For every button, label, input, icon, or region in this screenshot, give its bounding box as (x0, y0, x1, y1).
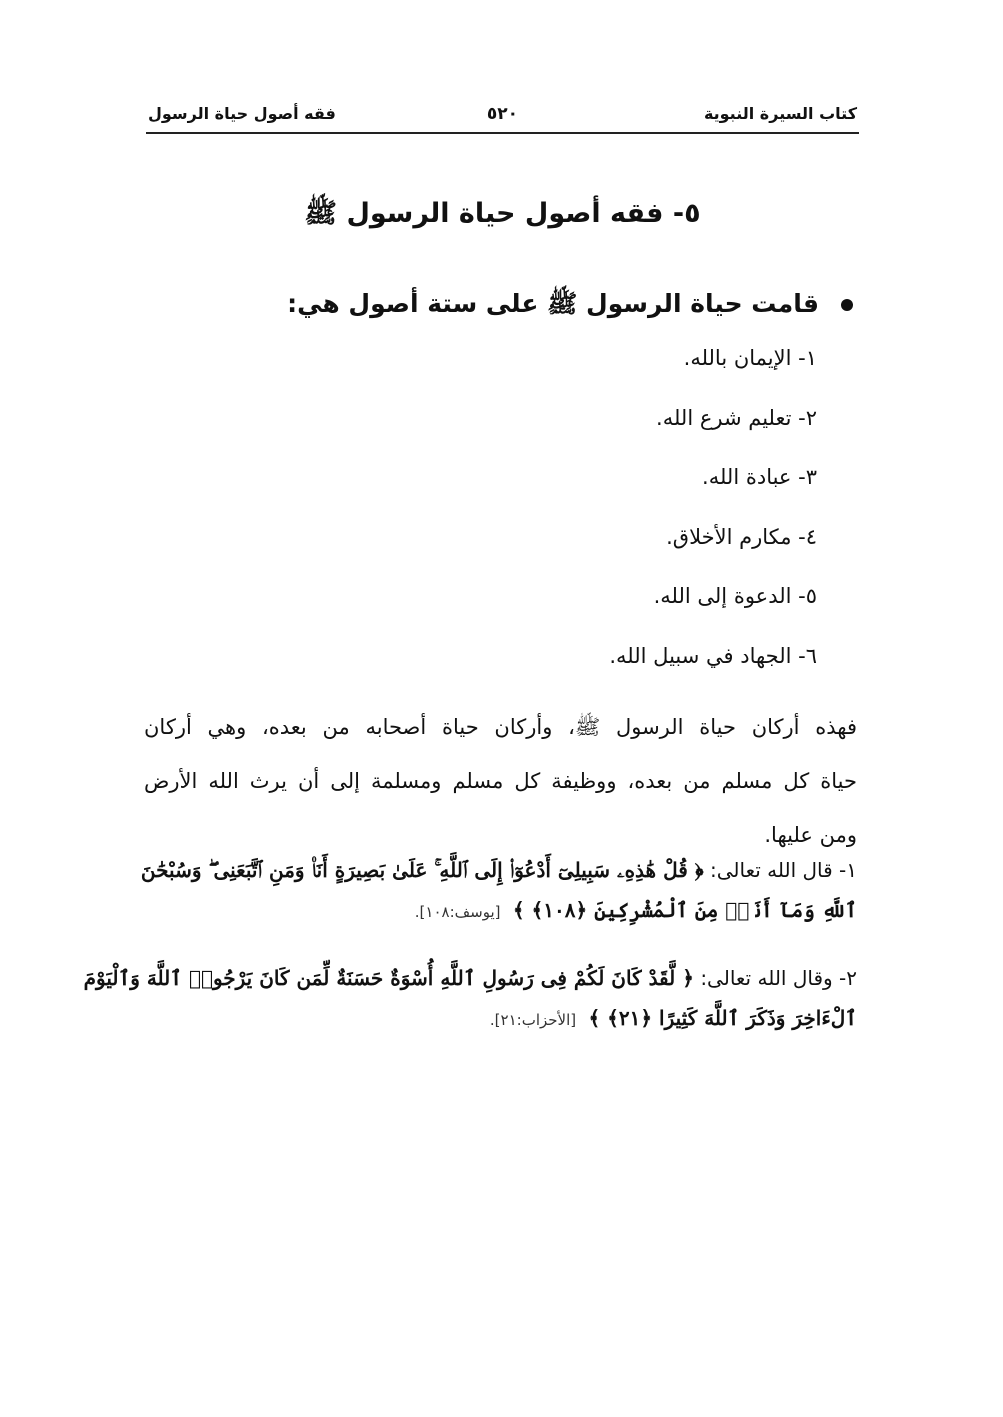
paragraph-line: ومن عليها. (764, 823, 857, 847)
quote-intro: ١- قال الله تعالى: (709, 858, 857, 882)
verse-text: ٱللَّهِ وَمَآ أَنَا۠ مِنَ ٱلْمُشْرِكِينَ ﴿١٠٨﴾ ﴾ (512, 898, 857, 922)
list-item: ٥- الدعوة إلى الله. (653, 584, 817, 609)
running-header (146, 96, 859, 134)
quran-quote (83, 966, 857, 1046)
section-title: ٥- فقه أصول حياة الرسول ﷺ (304, 198, 701, 229)
list-item: ١- الإيمان بالله. (683, 346, 817, 370)
header-page-number: ٥٢٠ (486, 104, 519, 124)
header-chapter-title: فقه أصول حياة الرسول (148, 104, 336, 123)
verse-text: ٱلْءَاخِرَ وَذَكَرَ ٱللَّهَ كَثِيرًا ﴿٢١﴾ ﴾ (588, 1006, 857, 1030)
principles-list (609, 346, 817, 704)
quote-line (140, 858, 857, 898)
list-item: ٢- تعليم شرع الله. (656, 405, 817, 430)
quran-quote (140, 858, 857, 938)
verse-text: ﴿ قُلْ هَٰذِهِۦ سَبِيلِىٓ أَدْعُوٓا۟ إِلَى ٱللَّهِ ۚ عَلَىٰ بَصِيرَةٍ أَنَا۠ وَمَنِ ٱتَّبَعَنِى ۖ وَسُبْحَٰنَ (140, 858, 704, 882)
verse-reference: [يوسف:١٠٨]. (414, 903, 501, 921)
lead-text: قامت حياة الرسول ﷺ على ستة أصول هي: (287, 289, 819, 318)
quote-line (144, 1006, 857, 1046)
list-item: ٤- مكارم الأخلاق. (666, 524, 817, 549)
quote-line (144, 898, 857, 938)
lead-sentence (144, 288, 857, 325)
verse-reference: [الأحزاب:٢١]. (489, 1011, 577, 1029)
header-book-title: كتاب السيرة النبوية (703, 104, 857, 123)
bullet-icon (841, 299, 853, 311)
quote-line (83, 966, 857, 1006)
quote-intro: ٢- وقال الله تعالى: (700, 966, 857, 990)
verse-text: ﴿ لَّقَدْ كَانَ لَكُمْ فِى رَسُولِ ٱللَّهِ أُسْوَةٌ حَسَنَةٌ لِّمَن كَانَ يَرْجُوا۟ ٱللَّهَ وَٱلْيَوْمَ (83, 966, 694, 990)
body-paragraph (144, 700, 857, 862)
paragraph-line: فهذه أركان حياة الرسول ﷺ، وأركان حياة أصحابه من بعده، وهي أركان (144, 715, 857, 739)
paragraph-line: حياة كل مسلم من بعده، ووظيفة كل مسلم ومسلمة إلى أن يرث الله الأرض (144, 769, 857, 793)
list-item: ٣- عبادة الله. (702, 465, 817, 490)
list-item: ٦- الجهاد في سبيل الله. (609, 643, 817, 668)
